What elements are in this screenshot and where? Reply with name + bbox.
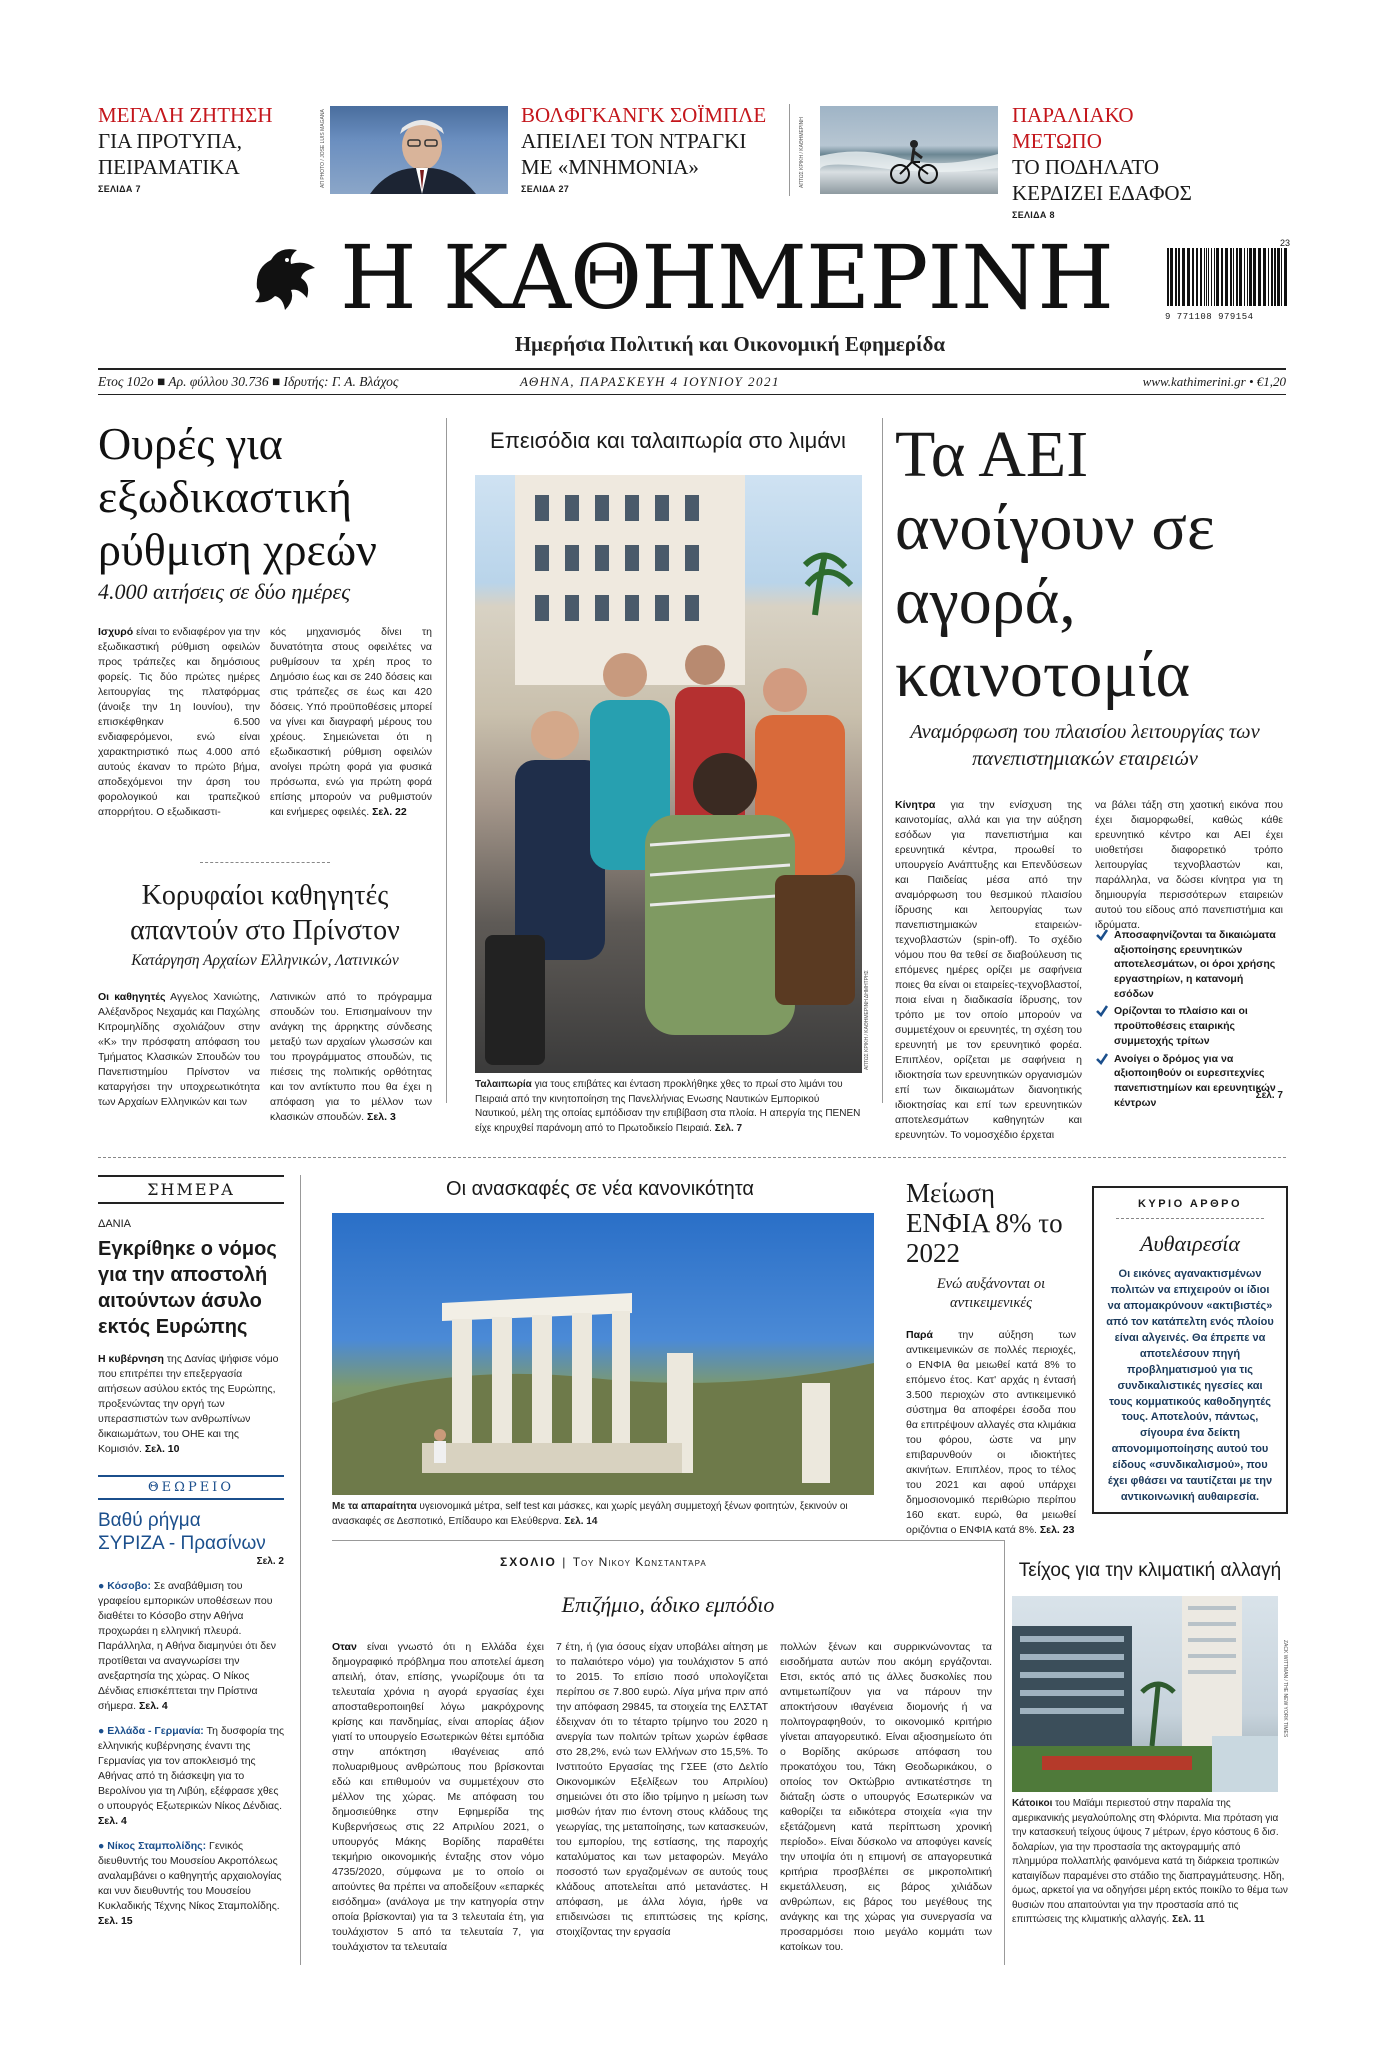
story-universities-deck: Αναμόρφωση του πλαισίου λειτουργίας των πανεπιστημιακών εταιρειών (910, 721, 1260, 771)
teaser-2-page: ΣΕΛΙΔΑ 27 (521, 184, 570, 195)
barcode-bar (1167, 248, 1169, 306)
info-rule-top (98, 368, 1286, 370)
barcode-bar (1271, 248, 1273, 306)
barcode-bar (1277, 248, 1280, 306)
col-rule (446, 418, 447, 1103)
barcode-bar (1170, 248, 1173, 306)
barcode-bars (1165, 248, 1290, 308)
barcode-bar (1258, 248, 1261, 306)
issue-info: Ετος 102ο ■ Αρ. φύλλου 30.736 ■ Ιδρυτής: Γ. Α. Βλάχος (98, 374, 399, 389)
masthead-title: Η ΚΑΘΗΜΕΡΙΝΗ (340, 226, 1113, 329)
barcode-bar (1274, 248, 1276, 306)
theoreio-box[interactable] (98, 1475, 284, 1929)
divider (200, 862, 330, 863)
editorial-headline: Αυθαιρεσία (1140, 1231, 1240, 1256)
barcode-issue: 23 (1279, 238, 1290, 248)
comment-rule (332, 1540, 1004, 1541)
barcode-bar (1206, 248, 1207, 306)
barcode-bar (1187, 248, 1190, 306)
story-enfia-body: Παρά την αύξηση των αντικειμενικών σε πολλές περιοχές, ο ΕΝΦΙΑ θα μειωθεί κατά 8% το επόμενο έτος. Κατ' αρχάς η έντασή 3.500 περιοχών στο αντικειμενικό σύστημα θα αποφέρει έσοδα που θα επιτρέψουν αλλαγές στα κλιμάκια του φόρου, ώστε να μην επιβαρυνθούν οι ιδιοκτήτες ακινήτων. Επιπλέον, προς το τέλος του 2021 και αφού υπάρχει δημοσιονομικό περιθώριο περίπου 160 εκατ. ευρώ, θα μειωθεί οριζόντια ο ΕΝΦΙΑ κατά 8%. Σελ. 23 (906, 1329, 1076, 1537)
bullet-item: Ανοίγει ο δρόμος για να αξιοποιηθούν οι ευρεσιτεχνίες πανεπιστημίων και ερευνητικών κέντρων (1095, 1052, 1283, 1111)
theoreio-head1: Βαθύ ρήγμα (98, 1510, 201, 1531)
story-universities-col2: να βάλει τάξη στη χαοτική εικόνα που έχει διαμορφωθεί, καθώς κάθε ερευνητικό κέντρο και ΑΕΙ έχει υιοθετήσει διαφορετικό τρόπο λειτουργίας τεχνοβλαστών και, παράλληλα, να δώσει κίνητρα για τη δημιουργία περισσότερων εταιρειών αυτού του είδους από πανεπιστήμια και ιδρύματα. (1095, 799, 1283, 931)
barcode-bar (1200, 248, 1202, 306)
barcode-bar (1211, 248, 1212, 306)
temple-ruins-image (332, 1213, 874, 1495)
climate-caption: Κάτοικοι του Μαϊάμι περιεστού στην παραλία της αμερικανικής μεγαλούπολης στη Φλόριντα. Μια πρόταση για την κατασκευή τείχους ύψους 7 μέτρων, έργο κόστους 6 δισ. δολαρίων, για την προστασία της ακτογραμμής από πλημμύρα πολλαπλής φαινόμενα κατά τη διάρκεια τροπικών καταιγίδων παραμένει στο στάδιο της διαπραγμάτευσης. Ηδη, όμως, αρκετοί για να οδηγήσει μέρη εκτός ποικίλο το θέμα των θυσιών που απαιτούνται για την προστασία από τις επιπτώσεις της κλιματικής αλλαγής. Σελ. 11 (1012, 1798, 1288, 1925)
editorial-box[interactable] (1092, 1186, 1288, 1514)
story-debt-col2: κός μηχανισμός δίνει τη δυνατότητα στους οφειλέτες να ρυθμίσουν τα χρέη προς το Δημόσιο έως και σε 240 δόσεις και στις τράπεζες σε έως και 420 δόσεις. Υπό προϋποθέσεις μπορεί να γίνει και διαγραφή μέρους του χρέους. Σημειώνεται ότι η εξωδικαστική ρύθμιση οφειλών ανοίγει πρώτη φορά για φυσικά πρόσωπα, ενώ για πρώτη φορά επίσης μπορούν να ρυθμιστούν και ενήμερες οφειλές. Σελ. 22 (270, 626, 432, 818)
info-rule-bottom (98, 394, 1286, 395)
barcode-bar (1239, 248, 1242, 306)
teaser-1[interactable] (98, 102, 278, 194)
comment-col3: πολλών ξένων και συρρικνώνοντας τα εισοδήματα αυτών που ακόμη εργάζονται. Ετσι, εκτός από τις άλλες δυσκολίες που αντιμετωπίζουν για να πάρουν την αποκτήσουν ιθαγένεια διομονής ή να πολιτογραφηθούν, το οικονομικό κριτήριο γίνεται απαγορευτικό. Είναι αξιοσημείωτο ότι ο Βορίδης ακύρωσε απόφαση του προκατόχου του, Τάκη Θεοδωρικάκου, ο οποίος τον Οκτώβριο αντικατέστησε τη διάταξη ώστε ο υπουργός Εσωτερικών να καθορίζει τα ειδικότερα στοιχεία «για την εξετάζομενη κατά περίπτωση χρονική περίοδο». Είναι δύσκολο να αποφύγει κανείς την υποψία ότι η επιμονή σε απαγορευτικά κριτήρια προσβλέπει σε μικροπολιτική εκμετάλλευση, εις βάρος χιλιάδων ανθρώπων, εις βάρος του μεγέθους της ανάγκης και της χώρας για συνεργασία να προσαρμόσει ποιο μεγάλο κομμάτι των κατοίκων του. (780, 1641, 992, 1953)
port-photo[interactable] (475, 475, 862, 1073)
issue-date: ΑΘΗΝΑ, ΠΑΡΑΣΚΕΥΗ 4 ΙΟΥΝΙΟΥ 2021 (520, 374, 781, 389)
barcode-bar (1221, 248, 1223, 306)
teaser-2-line2: ΜΕ «ΜΝΗΜΟΝΙΑ» (521, 155, 699, 180)
barcode-bar (1253, 248, 1256, 306)
bullet-item: Αποσαφηνίζονται τα δικαιώματα αξιοποίησης ερευνητικών αποτελεσμάτων, οι όροι χρήσης εργαστηρίων, η κατανομή εσόδων (1095, 928, 1283, 1001)
site-price: www.kathimerini.gr • €1,20 (1142, 374, 1286, 389)
story-enfia-headline: Μείωση ΕΝΦΙΑ 8% το 2022 (906, 1178, 1063, 1269)
climate-credit: ZACK WITTMAN / THE NEW YORK TIMES (1282, 1640, 1288, 1738)
ruins-photo[interactable] (332, 1213, 874, 1495)
story-debt-deck: 4.000 αιτήσεις σε δύο ημέρες (98, 578, 351, 604)
today-kicker: ΔΑΝΙΑ (98, 1218, 132, 1230)
teaser-3-photo[interactable] (820, 106, 998, 194)
story-debt-headline: Ουρές για εξωδικαστική ρύθμιση χρεών (98, 418, 377, 575)
barcode-bar (1233, 248, 1234, 306)
checkmark-icon (1095, 928, 1109, 942)
story-princeton-col2: Λατινικών από το πρόγραμμα σπουδών του. Επισημαίνουν την ανάγκη της άρρηκτης σύνδεσης μεταξύ των αρχαίων γλωσσών και του προγράμματος σπουδών, τις πιέσεις της πολιτικής ορθότητας και τον αντίκτυπο που θα έχει η απόφαση για το μέλλον των κλασικών σπουδών. Σελ. 3 (270, 991, 432, 1123)
checkmark-icon (1095, 1004, 1109, 1018)
barcode-bar (1268, 248, 1269, 306)
barcode-bar (1247, 248, 1248, 306)
barcode-bar (1281, 248, 1282, 306)
teaser-3-page: ΣΕΛΙΔΑ 8 (1012, 210, 1055, 221)
bullet-item: Ορίζονται το πλαίσιο και οι προϋποθέσεις εταιρικής συμμετοχής τρίτων (1095, 1004, 1283, 1048)
story-enfia-deck: Ενώ αυξάνονται οι αντικειμενικές (936, 1275, 1046, 1311)
teaser-2-photo[interactable] (330, 106, 508, 194)
barcode-bar (1192, 248, 1194, 306)
schaeuble-photo (330, 106, 508, 194)
story-universities-ref: Σελ. 7 (1255, 1090, 1283, 1101)
barcode-bar (1236, 248, 1238, 306)
teaser-3-credit: ΑΠΤΩΣ ΚΡΙΚΗ / ΚΑΘΗΜΕΡΙΝΗ (799, 117, 805, 188)
masthead-subtitle: Ημερήσια Πολιτική και Οικονομική Εφημερίδα (514, 332, 946, 356)
port-crowd-image (475, 475, 862, 1073)
col-rule (882, 418, 883, 1103)
teaser-1-line2: ΠΕΙΡΑΜΑΤΙΚΑ (98, 155, 240, 180)
teaser-divider (789, 104, 790, 196)
theoreio-head2: ΣΥΡΙΖΑ - Πρασίνων (98, 1532, 266, 1554)
story-universities[interactable] (895, 418, 1275, 773)
climate-title: Τείχος για την κλιματική αλλαγή (1018, 1560, 1282, 1581)
ruins-caption: Με τα απαραίτητα υγειονομικά μέτρα, self test και μάσκες, και χωρίς μεγάλη συμμετοχή ξένων φοιτητών, ξεκινούν οι ανασκαφές σε Δεσποτικό, Επίδαυρο και Ελεύθερνα. Σελ. 14 (332, 1501, 848, 1527)
comment-col1: Οταν είναι γνωστό ότι η Ελλάδα έχει δημογραφικό πρόβλημα που αποτελεί άμεση απειλή, όταν, επίσης, γνωρίζουμε ότι τα τελευταία χρόνια η αγορά εργασίας έχει αποσταθεροποιηθεί λόγω μακρόχρονης κρίσης και πανδημίας, είναι απορίας άξιον γιατί το υπουργείο Εσωτερικών θέτει εμπόδια στην απόκτηση ιθαγένειας από πολυαριθμους ανθρώπους που βρίσκονται εδώ και επιθυμούν να συμμετέχουν στο μέλλον της χώρας. Με απόφαση του δημοσιεύθηκε στην Εφημερίδα της Κυβερνήσεως στις 22 Απριλίου 2021, ο υπουργός Μάκης Βορίδης παραθέτει τεκμήριο οικονομικής ένταξης στον νόμο 4735/2020, σύμφωνα με το οποίο οι αιτούντες θα πρέπει να αποδείξουν «επαρκές εισόδημα» (ανάλογα με την κατηγορία στην οποία βρίσκονται) για τα 3 τελευταία έτη, για τουλάχιστον 5 από τα τελευταία 7, για τουλάχιστον τα τελευταία (332, 1641, 544, 1953)
col-rule (300, 1175, 301, 1965)
barcode-bar (1182, 248, 1185, 306)
teaser-2-line1: ΑΠΕΙΛΕΙ ΤΟΝ ΝΤΡΑΓΚΙ (521, 129, 747, 154)
teaser-3-line2: ΚΕΡΔΙΖΕΙ ΕΔΑΦΟΣ (1012, 181, 1192, 206)
theoreio-ref: Σελ. 2 (256, 1555, 284, 1567)
barcode-bar (1230, 248, 1232, 306)
story-princeton[interactable] (98, 878, 432, 970)
barcode-bar (1204, 248, 1205, 306)
barcode-bar (1175, 248, 1177, 306)
today-box[interactable] (98, 1175, 284, 1457)
barcode-bar (1196, 248, 1198, 306)
teaser-2[interactable] (521, 102, 771, 194)
teaser-1-kicker: ΜΕΓΑΛΗ ΖΗΤΗΣΗ (98, 103, 273, 127)
barcode-bar (1249, 248, 1252, 306)
miami-beach-image (1012, 1596, 1278, 1792)
col-rule (1004, 1540, 1005, 1965)
barcode-bar (1263, 248, 1266, 306)
today-body: Η κυβέρνηση της Δανίας ψήφισε νόμο που επιτρέπει την επεξεργασία αιτήσεων ασύλου εκτός της Ευρώπης, προξενώντας την οργή των υπερασπιστών των ανθρωπίνων δικαιωμάτων, του ΟΗΕ και της Κομισιόν. Σελ. 10 (98, 1353, 279, 1455)
griffin-logo-icon (245, 238, 325, 318)
barcode-bar (1284, 248, 1287, 306)
climate-photo[interactable] (1012, 1596, 1278, 1792)
story-debt[interactable] (98, 418, 428, 605)
editorial-body: Οι εικόνες αγανακτισμένων πολιτών να επιχειρούν οι ίδιοι να απομακρύνουν «ακτιβιστές» από τον κατάπελτη ενός πλοίου είναι αλγεινές. Θα έπρεπε να αποτελέσουν πηγή προβληματισμού για τις συνδικαλιστικές ηγεσίες και τους κομματικούς καθοδηγητές τους. Αποτελούν, πάντως, σίγουρα ένα δείκτη απονομιμοποίησης αυτού του είδους «συνδικαλισμού», που έχει φθάσει να ταυτίζεται με την αντικοινωνική αυθαιρεσία. (1106, 1268, 1274, 1504)
port-photo-title: Επεισόδια και ταλαιπωρία στο λιμάνι (490, 428, 846, 453)
teaser-3-kicker: ΠΑΡΑΛΙΑΚΟ ΜΕΤΩΠΟ (1012, 103, 1134, 154)
section-divider (98, 1157, 1286, 1158)
story-universities-headline: Τα ΑΕΙ ανοίγουν σε αγορά, καινοτομία (895, 418, 1215, 711)
theoreio-item: ● Νίκος Σταμπολίδης: Γενικός διευθυντής του Μουσείου Ακροπόλεως αναλαμβάνει ο καθηγητής αρχαιολογίας και νυν διευθυντής του Μουσείου Κυκλαδικής Τέχνης Νίκος Σταμπολίδης. Σελ. 15 (98, 1839, 282, 1927)
port-photo-credit: ΑΠΤΩΣ ΚΡΙΚΗ / ΚΑΘΗΜΕΡΙΝΗ ΔΗΜΗΤΡΗΣ (864, 970, 870, 1070)
teaser-1-page: ΣΕΛΙΔΑ 7 (98, 184, 141, 195)
barcode-bar (1244, 248, 1245, 306)
checkmark-icon (1095, 1052, 1109, 1066)
story-enfia[interactable] (906, 1178, 1076, 1538)
barcode-bar (1214, 248, 1215, 306)
story-debt-col1: Ισχυρό είναι το ενδιαφέρον για την εξωδικαστική ρύθμιση οφειλών προς τράπεζες και δημόσιους φορείς. Τις δύο πρώτες ημέρες λειτουργίας της πλατφόρμας (άνοιξε την 1η Ιουνίου), την επισκέφθηκαν 6.500 ενδιαφερόμενοι, ενώ είναι χαρακτηριστικό πως 4.000 από αυτούς έκαναν το πρώτο βήμα, αποδεχόμενοι την άρση του φορολογικού και τραπεζικού απορρήτου. Ο εξωδικαστι- (98, 626, 260, 818)
theoreio-item: ● Κόσοβο: Σε αναβάθμιση του γραφείου εμπορικών υποθέσεων που διαθέτει το Κόσοβο στην Αθήνα προχωράει η ελληνική πλευρά. Παράλληλα, η Αθήνα διαμηνύει ότι δεν προτίθεται να αναγνωρίσει την ανεξαρτησία της χώρας. Ο Νίκος Δένδιας επισκέπτεται την Πρίστινα σήμερα. Σελ. 4 (98, 1579, 277, 1712)
teaser-1-line1: ΓΙΑ ΠΡΟΤΥΠΑ, (98, 129, 242, 154)
teaser-3-line1: ΤΟ ΠΟΔΗΛΑΤΟ (1012, 155, 1160, 180)
theoreio-label: ΘΕΩΡΕΙΟ (98, 1475, 284, 1500)
editorial-label: ΚΥΡΙΟ ΑΡΘΡΟ (1137, 1198, 1243, 1210)
teaser-3[interactable] (1012, 102, 1212, 220)
teaser-2-kicker: ΒΟΛΦΓΚΑΝΓΚ ΣΟΪΜΠΛΕ (521, 103, 767, 127)
story-princeton-deck: Κατάργηση Αρχαίων Ελληνικών, Λατινικών (131, 952, 399, 969)
cyclist-photo (820, 106, 998, 194)
barcode-bar (1178, 248, 1180, 306)
barcode-number: 9 771108 979154 (1165, 312, 1254, 322)
barcode (1165, 238, 1290, 322)
barcode-bar (1225, 248, 1228, 306)
today-label: ΣΗΜΕΡΑ (98, 1175, 284, 1204)
teaser-2-credit: ΑΠ PHOTO / JOSE LUIS MAGANA (320, 109, 326, 188)
theoreio-item: ● Ελλάδα - Γερμανία: Τη δυσφορία της ελληνικής κυβέρνησης έναντι της Γερμανίας για τον αποκλεισμό της Αθήνας από τη διάσκεψη για το Βερολίνου για τη Λιβύη, εξέφρασε χθες ο υπουργός Εξωτερικών Νίκος Δένδιας. Σελ. 4 (98, 1724, 284, 1827)
comment-headline: Επιζήμιο, άδικο εμπόδιο (561, 1592, 775, 1617)
story-universities-bullets (1095, 928, 1283, 1113)
barcode-bar (1208, 248, 1209, 306)
comment-header: ΣΧΟΛΙΟ | Του Νικου Κωνσταντάρα (500, 1555, 707, 1569)
story-princeton-col1: Οι καθηγητές Αγγελος Χανιώτης, Αλέξανδρος Νεχαμάς και Παχώλης Κιτρομηλίδης σχολιάζουν στην «Κ» την πρόσφατη απόφαση του Τμήματος Κλασικών Σπουδών του Πανεπιστημίου Πρίνστον να καταργήσει την υποχρεωτικότητα των Αρχαίων Ελληνικών και των (98, 991, 260, 1108)
story-princeton-headline: Κορυφαίοι καθηγητές απαντούν στο Πρίνστον (130, 880, 400, 946)
ruins-title: Οι ανασκαφές σε νέα κανονικότητα (446, 1178, 754, 1200)
port-photo-caption: Ταλαιπωρία για τους επιβάτες και ένταση προκλήθηκε χθες το πρωί στο λιμάνι του Πειραιά από την κινητοποίηση της Πανελλήνιας Ενωσης Ναυτικών Εμπορικού Ναυτικού, μέλη της οποίας εμπόδισαν την επιβίβαση στα πλοία. Η απεργία της ΠΕΝΕΝ είχε κηρυχθεί παράνομη από το Πρωτοδικείο Πειραιά. Σελ. 7 (475, 1079, 861, 1134)
comment-col2: 7 έτη, ή (για όσους είχαν υποβάλει αίτηση με το παλαιότερο νόμο) για τουλάχιστον 5 από το 2015. Το επίσιο ποσό υπολογίζεται περίπου σε 7.800 ευρώ. Λίγα μήνα πριν από την απόφαση 29845, τα στοιχεία της ΕΛΣΤΑΤ έδειχναν ότι το τέταρτο τρίμηνο του 2020 η ανεργία των πολιτών τρίτων χωρών έφθασε στο 28,2%, ενώ των Ελλήνων στο 15,5%. Το Ινστιτούτο Εργασίας της ΓΣΕΕ (στο Δελτίο Οικονομικών Εξελίξεων του Απριλίου) σημειώνει ότι στο ίδιο τρίμηνο η μείωση των μισθών ήταν πιο έντονη στους κλάδους της γεωργίας, της μεταποίησης, των κατασκευών, του εμπορίου, της εστίασης, της παροχής καταλύματος και των μεταφορών. Μεγάλο ποσοστό των εργαζομένων σε αυτούς τους κλάδους αποτελείται από μετανάστες. Η απόφαση, με άλλα λόγια, ήρθε να επιδεινώσει τις επιπτώσεις της κρίσης, στοιχίζοντας την εργασία (556, 1641, 768, 1938)
today-headline: Εγκρίθηκε ο νόμος για την αποστολή αιτούντων άσυλο εκτός Ευρώπης (98, 1238, 277, 1338)
story-universities-col1: Κίνητρα για την ενίσχυση της καινοτομίας, αλλά και για την αύξηση εσόδων για πανεπιστήμια και ερευνητικά κέντρα, προωθεί το υπουργείο Ανάπτυξης και Επενδύσεων και Παιδείας μέσα από την αναμόρφωση του θεσμικού πλαισίου ίδρυσης και λειτουργίας των πανεπιστημιακών εταιρειών-τεχνοβλαστών (spin-off). Το σχέδιο νόμου που θα τεθεί σε διαβούλευση τις επόμενες ημέρες ορίζει με σαφήνεια ποιες θα είναι οι εταιρείες-τεχνοβλαστοί, ποια είναι η διαδικασία ίδρυσης, τον τρόπο με τον οποίο μπορούν να συμμετέχουν οι ερευνητές, τη σχέση του ερευνητή με τον ερευνητικό φορέα. Επιπλέον, ορίζεται με σαφήνεια η ιδιοκτησία των ερευνητικών οργανισμών επί των δικαιωμάτων διανοητικής ιδιοκτησίας και επί των ερευνητικών αποτελεσμάτων καθηγητών και ερευνητών. Το νομοσχέδιο έρχεται (895, 799, 1082, 1141)
barcode-bar (1216, 248, 1219, 306)
